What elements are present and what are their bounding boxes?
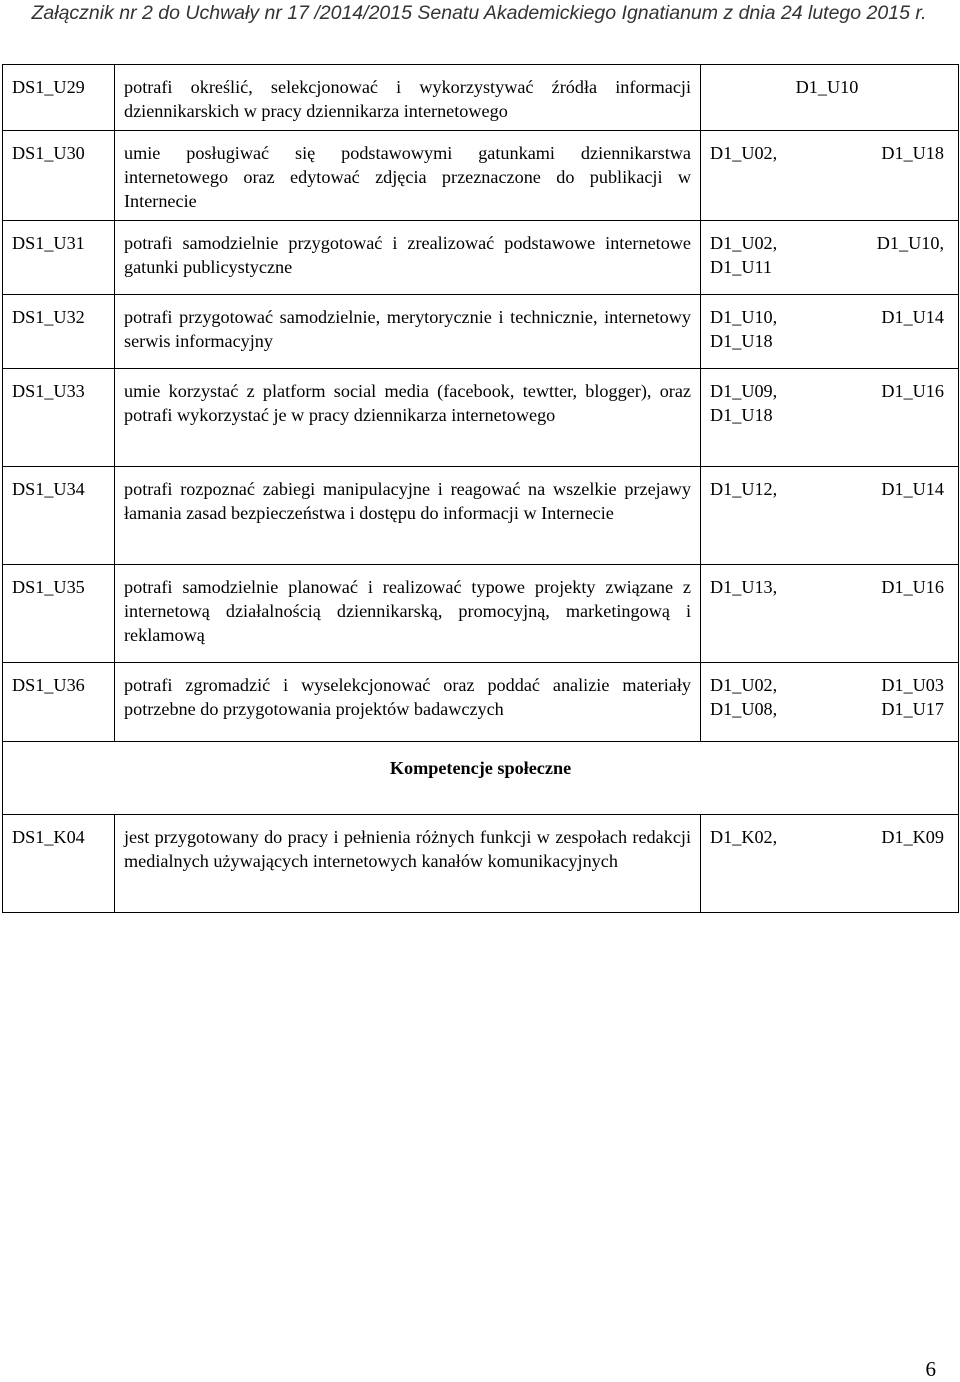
table-row [3, 663, 959, 742]
outcome-references [701, 221, 959, 295]
reference-code: D1_U14 [881, 307, 944, 327]
table-row [3, 369, 959, 467]
reference-code: D1_U08, [710, 699, 778, 719]
outcome-references [701, 369, 959, 467]
reference-code: D1_U11 [710, 257, 772, 277]
table-row [3, 221, 959, 295]
outcome-description: umie posługiwać się podstawowymi gatunkami dziennikarstwa internetowego oraz edytować zdjęcia przeznaczone do publikacji w Internecie [115, 131, 701, 221]
outcome-description: jest przygotowany do pracy i pełnienia różnych funkcji w zespołach redakcji medialnych używających internetowych kanałów komunikacyjnych [115, 815, 701, 913]
outcome-references [701, 131, 959, 221]
reference-code: D1_U16 [881, 577, 944, 597]
reference-code: D1_U02, [710, 233, 778, 253]
section-row [3, 742, 959, 815]
learning-outcomes-table [2, 64, 959, 913]
table-row [3, 131, 959, 221]
outcome-description: umie korzystać z platform social media (facebook, tewtter, blogger), oraz potrafi wykorzystać je w pracy dziennikarza internetowego [115, 369, 701, 467]
outcome-description: potrafi przygotować samodzielnie, merytorycznie i technicznie, internetowy serwis informacyjny [115, 295, 701, 369]
reference-code: D1_U18 [710, 331, 773, 351]
outcome-code: DS1_U35 [3, 565, 115, 663]
reference-code: D1_U03 [881, 675, 944, 695]
outcome-code: DS1_U33 [3, 369, 115, 467]
table-row [3, 467, 959, 565]
outcome-code: DS1_U34 [3, 467, 115, 565]
reference-code: D1_U18 [881, 143, 944, 163]
outcome-references [701, 565, 959, 663]
table-row [3, 565, 959, 663]
table-row [3, 65, 959, 131]
reference-code: D1_U10 [795, 77, 859, 97]
outcome-references [701, 295, 959, 369]
outcome-code: DS1_U32 [3, 295, 115, 369]
reference-code: D1_K09 [881, 827, 944, 847]
outcome-references [701, 65, 959, 131]
document-header: Załącznik nr 2 do Uchwały nr 17 /2014/2015 Senatu Akademickiego Ignatianum z dnia 24 lutego 2015 r. [31, 2, 927, 24]
outcome-code: DS1_K04 [3, 815, 115, 913]
reference-code: D1_U09, [710, 381, 778, 401]
reference-code: D1_U02, [710, 675, 778, 695]
reference-code: D1_U17 [881, 699, 944, 719]
reference-code: D1_U16 [881, 381, 944, 401]
reference-code: D1_U12, [710, 479, 778, 499]
reference-code: D1_U14 [881, 479, 944, 499]
reference-code: D1_U10, [876, 233, 944, 253]
outcome-references [701, 467, 959, 565]
outcome-references [701, 815, 959, 913]
reference-code: D1_U18 [710, 405, 773, 425]
outcome-code: DS1_U36 [3, 663, 115, 742]
reference-code: D1_K02, [710, 827, 778, 847]
outcome-description: potrafi samodzielnie przygotować i zrealizować podstawowe internetowe gatunki publicystyczne [115, 221, 701, 295]
outcome-description: potrafi zgromadzić i wyselekcjonować oraz poddać analizie materiały potrzebne do przygotowania projektów badawczych [115, 663, 701, 742]
outcome-code: DS1_U30 [3, 131, 115, 221]
reference-code: D1_U10, [710, 307, 778, 327]
outcome-description: potrafi określić, selekcjonować i wykorzystywać źródła informacji dziennikarskich w pracy dziennikarza internetowego [115, 65, 701, 131]
outcome-references [701, 663, 959, 742]
table-row [3, 815, 959, 913]
section-title: Kompetencje społeczne [3, 742, 959, 815]
outcome-code: DS1_U29 [3, 65, 115, 131]
outcome-code: DS1_U31 [3, 221, 115, 295]
outcome-description: potrafi samodzielnie planować i realizować typowe projekty związane z internetową działalnością dziennikarską, promocyjną, marketingową i reklamową [115, 565, 701, 663]
reference-code: D1_U02, [710, 143, 778, 163]
table-row [3, 295, 959, 369]
page-number: 6 [925, 1357, 936, 1381]
outcome-description: potrafi rozpoznać zabiegi manipulacyjne i reagować na wszelkie przejawy łamania zasad bezpieczeństwa i dostępu do informacji w Internecie [115, 467, 701, 565]
reference-code: D1_U13, [710, 577, 778, 597]
